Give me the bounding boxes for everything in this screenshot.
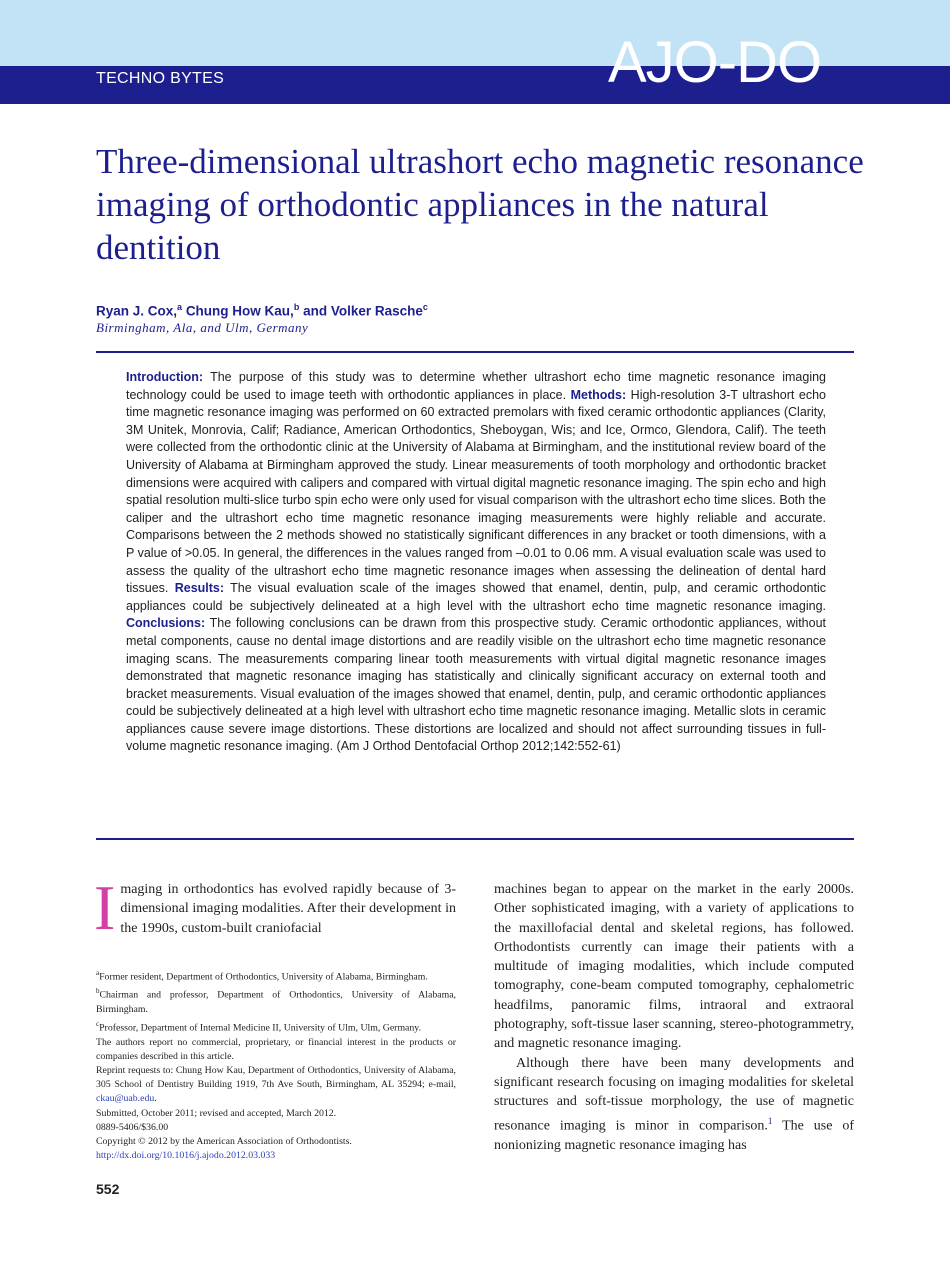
affiliation: Birmingham, Ala, and Ulm, Germany	[96, 320, 309, 335]
footnote-b: $^b$Chairman and professor, Department of Orthodontics, University of Alabama, Birmingham.	[96, 987, 456, 1015]
abstract-bottom-rule	[96, 838, 854, 840]
abstract-top-rule	[96, 351, 854, 353]
reprint-note: Reprint requests to: Chung How Kau, Department of Orthodontics, University of Alabama, 305 School of Dentistry Building 1919, 7th Ave South, Birmingham, AL 35294; e-mail, ckau@uab.edu.	[96, 1065, 456, 1105]
author-name: Ryan J. Cox,	[96, 303, 178, 319]
abstract	[126, 369, 826, 756]
body-column-right	[494, 880, 854, 1155]
section-label: TECHNO BYTES	[96, 70, 225, 87]
abstract-text-results: The visual evaluation scale of the images showed that enamel, dentin, pulp, and ceramic orthodontic appliances could be subjectively delineated at a high level with the ultrashort echo time magnetic resonance imaging.	[126, 581, 826, 613]
author-list	[96, 302, 428, 319]
abstract-heading-introduction: Introduction:	[126, 370, 204, 384]
submitted-note: Submitted, October 2011; revised and accepted, March 2012.	[96, 1107, 337, 1119]
article-title: Three-dimensional ultrashort echo magnetic resonance imaging of orthodontic appliances in the natural dentition	[96, 142, 864, 267]
author-name: and Volker Rasche	[303, 303, 423, 319]
abstract-heading-methods: Methods:	[570, 387, 627, 402]
intro-paragraph	[94, 872, 456, 943]
disclosure-note: The authors report no commercial, proprietary, or financial interest in the products or companies described in this article.	[96, 1036, 456, 1062]
author-affiliation-mark: c	[422, 302, 428, 312]
reference-link[interactable]: 1	[767, 1115, 773, 1126]
body-paragraph: Although there have been many developments and significant research focusing on imaging modalities for skeletal structures and soft-tissue morphology, the use of magnetic resonance imaging is minor in comparison.$^1$ The use of nonionizing magnetic resonance imaging has	[494, 1055, 854, 1153]
author-name: Chung How Kau,	[185, 303, 294, 319]
journal-logo: AJO-DO	[608, 30, 822, 95]
footnote-a: $^a$Former resident, Department of Orthodontics, University of Alabama, Birmingham.	[96, 969, 428, 983]
issn-note: 0889-5406/$36.00	[96, 1121, 169, 1133]
page-number: 552	[96, 1181, 120, 1197]
footnotes	[96, 966, 456, 1163]
doi-note	[96, 1149, 456, 1163]
body-column-left	[94, 872, 456, 943]
footnote-c: $^c$Professor, Department of Internal Medicine II, University of Ulm, Ulm, Germany.	[96, 1020, 422, 1034]
author-affiliation-mark: a	[177, 302, 183, 312]
email-link[interactable]: ckau@uab.edu	[96, 1093, 155, 1105]
abstract-text-introduction: The purpose of this study was to determine whether ultrashort echo time magnetic resonance imaging technology could be used to image teeth with orthodontic appliances in place.	[126, 370, 826, 402]
author-affiliation-mark: b	[293, 302, 300, 312]
body-paragraph: machines began to appear on the market in the early 2000s. Other sophisticated imaging, with a variety of applications to the maxillofacial dental and skeletal regions, has followed. Orthodontists currently can image their patients with a multitude of imaging modalities, which include computed tomography, cone-beam computed tomography, cephalometric headfilms, panoramic films, intraoral and extraoral photography, soft-tissue laser scanning, stereo-photogrammetry, and magnetic resonance imaging.	[494, 882, 854, 1052]
copyright-note: Copyright © 2012 by the American Association of Orthodontists.	[96, 1136, 352, 1148]
abstract-heading-conclusions: Conclusions:	[126, 616, 206, 631]
abstract-text-methods: High-resolution 3-T ultrashort echo time magnetic resonance imaging was performed on 60 extracted premolars with fixed ceramic orthodontic appliances (Clarity, 3M Unitek, Monrovia, Calif; Radiance, American Orthodontics, Sheboygan, Wis; and Ice, Ormco, Glendora, Calif). The teeth were collected from the orthodontic clinic at the University of Alabama at Birmingham, and the institutional review board of the University of Alabama at Birmingham approved the study. Linear measurements of tooth morphology and orthodontic bracket dimensions were acquired with calipers and compared with virtual digital magnetic resonance imaging. The spin echo and high spatial resolution multi-slice turbo spin echo were only used for visual comparison with the ultrashort echo time slices. Both the caliper and the ultrashort echo time magnetic resonance imaging measurements were highly reliable and accurate. Comparisons between the 2 methods showed no statistically significant differences in any bracket or tooth dimensions, with a P value of >0.05. In general, the differences in the values ranged from –0.01 to 0.06 mm. A visual evaluation scale was used to assess the quality of the ultrashort echo time magnetic resonance images when assessing the delineation of dental hard tissues.	[126, 387, 826, 596]
abstract-heading-results: Results:	[174, 581, 225, 596]
abstract-text-conclusions: The following conclusions can be drawn from this prospective study. Ceramic orthodontic appliances, without metal components, cause no dental image distortions and are readily visible on the ultrashort echo time magnetic resonance imaging scans. The measurements comparing linear tooth measurements with virtual digital magnetic resonance images demonstrated that magnetic resonance imaging has statistically and clinically significant accuracy on external tooth and bracket measurements. Visual evaluation of the images showed that enamel, dentin, pulp, and ceramic orthodontic appliances could be subjectively delineated at a high level with ultrashort echo time magnetic resonance imaging. Metallic slots in ceramic appliances cause severe image distortions. These distortions are localized and should not affect surrounding tissues in full-volume magnetic resonance imaging. (Am J Orthod Dentofacial Orthop 2012;142:552-61)	[126, 616, 826, 754]
intro-text: maging in orthodontics has evolved rapidly because of 3-dimensional imaging modalities. After their development in the 1990s, custom-built craniofacial	[120, 882, 456, 936]
doi-link[interactable]: http://dx.doi.org/10.1016/j.ajodo.2012.03.033	[96, 1150, 276, 1162]
drop-cap: I	[94, 872, 116, 943]
